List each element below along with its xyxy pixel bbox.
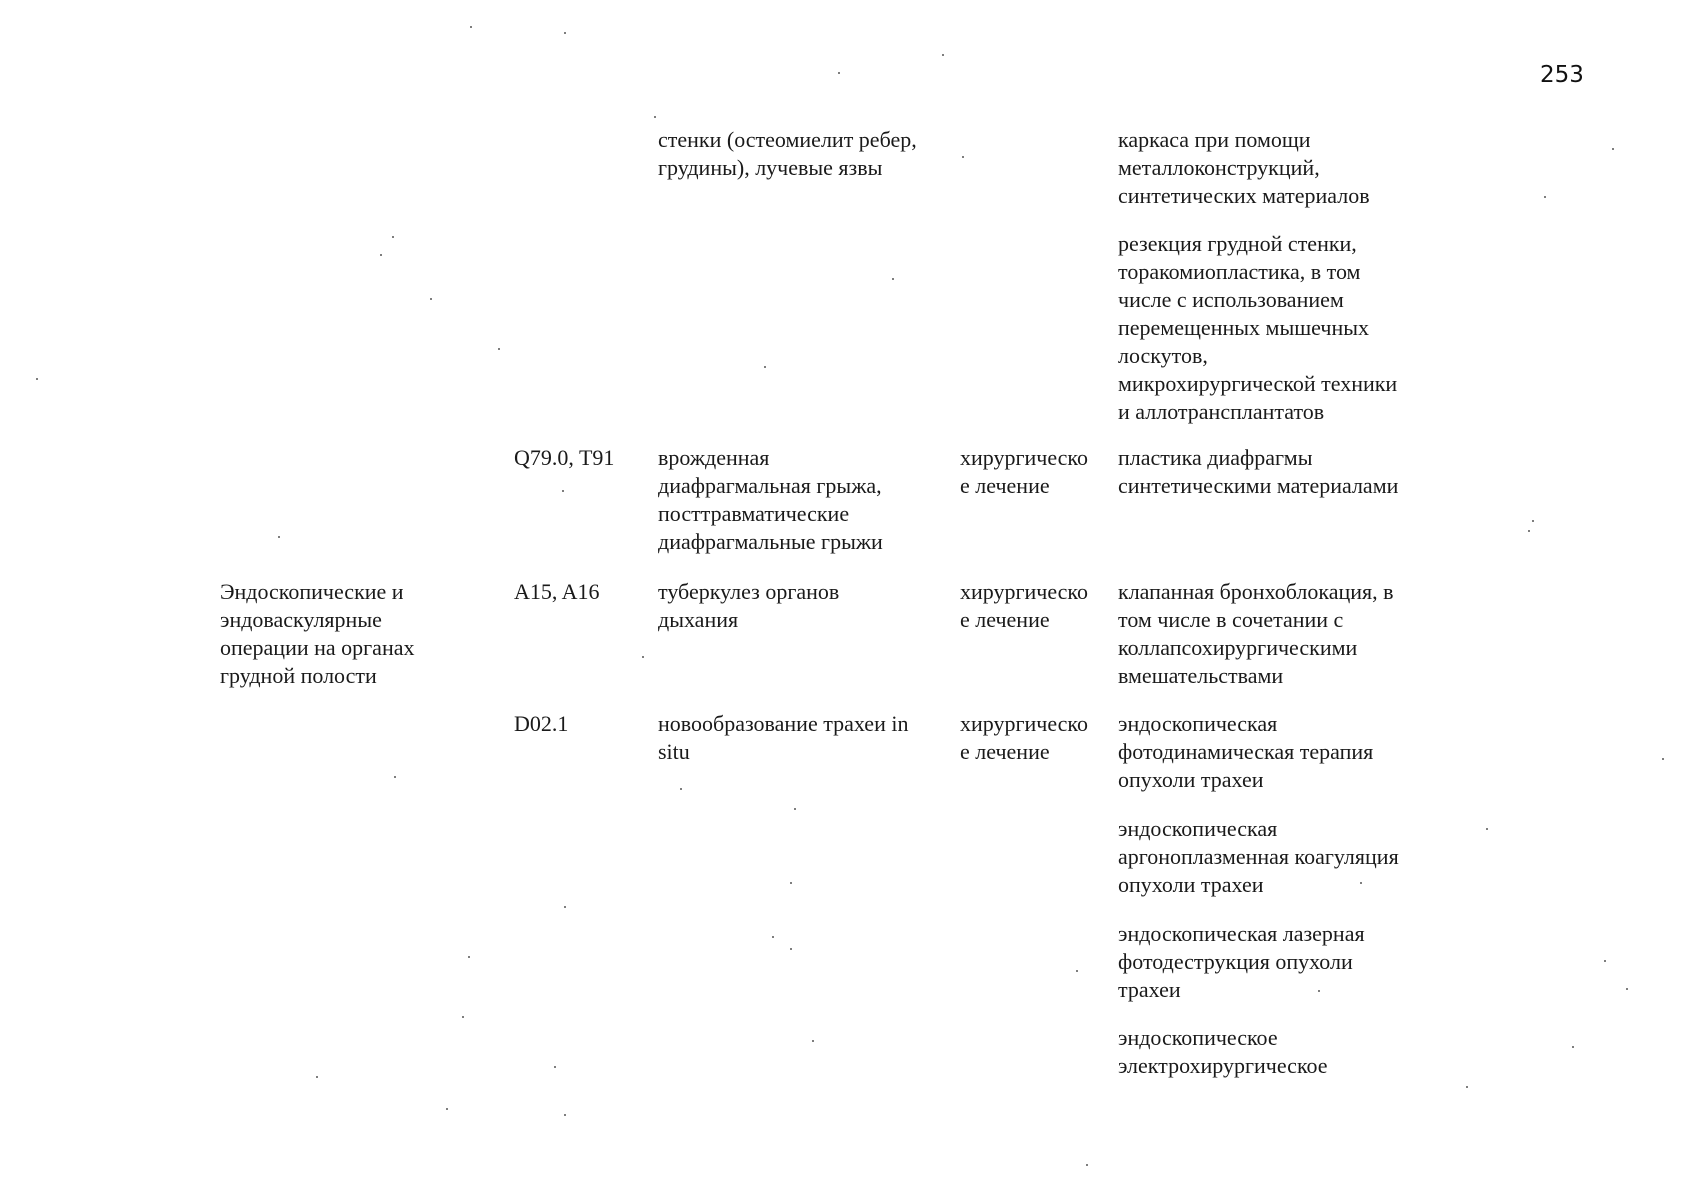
group-line: операции на органах [220,635,415,660]
scan-speck [1544,196,1546,198]
method-line: резекция грудной стенки, [1118,231,1357,256]
scan-speck [498,348,500,350]
method-line: эндоскопическая лазерная [1118,921,1365,946]
scan-speck [1318,990,1320,992]
scan-speck [838,72,840,74]
scan-speck [1486,828,1488,830]
scan-speck [1076,970,1078,972]
scan-speck [1086,1164,1088,1166]
scan-speck [36,378,38,380]
scan-speck [1532,520,1534,522]
code-line: D02.1 [514,711,569,736]
treatment-type-line: хирургическо [960,711,1088,736]
scan-speck [316,1076,318,1078]
code-cell [514,710,568,738]
method-line: микрохирургической техники [1118,371,1398,396]
scan-speck [278,536,280,538]
diagnosis-line: грудины), лучевые язвы [658,155,883,180]
method-line: аргоноплазменная коагуляция [1118,844,1399,869]
scan-speck [446,1108,448,1110]
scan-speck [764,366,766,368]
method-line: синтетических материалов [1118,183,1370,208]
scan-speck [1572,1046,1574,1048]
scan-speck [1604,960,1606,962]
scan-speck [564,32,566,34]
diagnosis-line: посттравматические [658,501,850,526]
method-cell [1118,126,1370,210]
method-line: эндоскопическое [1118,1025,1278,1050]
method-line: эндоскопическая [1118,711,1278,736]
method-line: опухоли трахеи [1118,872,1264,897]
scan-speck [1360,882,1362,884]
treatment-type-line: е лечение [960,473,1050,498]
diagnosis-line: диафрагмальная грыжа, [658,473,882,498]
method-line: трахеи [1118,977,1181,1002]
method-cell [1118,710,1373,794]
scan-speck [430,298,432,300]
diagnosis-line: диафрагмальные грыжи [658,529,883,554]
method-line: коллапсохирургическими [1118,635,1358,660]
scan-speck [942,54,944,56]
method-line: и аллотрансплантатов [1118,399,1325,424]
diagnosis-line: situ [658,739,690,764]
code-cell [514,578,600,606]
diagnosis-line: туберкулез органов [658,579,840,604]
scan-speck [1612,148,1614,150]
scan-speck [564,1114,566,1116]
treatment-type-cell [960,578,1088,634]
method-line: фотодеструкция опухоли [1118,949,1353,974]
group-line: Эндоскопические и [220,579,404,604]
scan-speck [564,906,566,908]
scan-speck [892,278,894,280]
diagnosis-cell [658,444,883,556]
scan-speck [468,956,470,958]
diagnosis-cell [658,710,908,766]
method-cell [1118,1024,1328,1080]
scan-speck [962,156,964,158]
scan-speck [654,116,656,118]
page-number: 253 [1540,62,1584,88]
method-line: каркаса при помощи [1118,127,1311,152]
method-line: электрохирургическое [1118,1053,1328,1078]
scan-speck [392,236,394,238]
scan-speck [562,490,564,492]
treatment-type-line: хирургическо [960,445,1088,470]
method-line: лоскутов, [1118,343,1208,368]
group-line: грудной полости [220,663,377,688]
method-line: клапанная бронхоблокация, в [1118,579,1394,604]
scan-speck [790,948,792,950]
method-line: том числе в сочетании с [1118,607,1344,632]
scan-speck [380,254,382,256]
method-line: синтетическими материалами [1118,473,1399,498]
treatment-type-line: е лечение [960,607,1050,632]
scan-speck [470,26,472,28]
method-line: торакомиопластика, в том [1118,259,1361,284]
method-line: перемещенных мышечных [1118,315,1370,340]
scan-speck [1626,988,1628,990]
code-line: A15, A16 [514,579,600,604]
group-line: эндоваскулярные [220,607,382,632]
method-line: металлоконструкций, [1118,155,1320,180]
scan-speck [1528,530,1530,532]
group-cell [220,578,415,690]
scan-speck [794,808,796,810]
method-cell [1118,578,1394,690]
diagnosis-cell [658,578,839,634]
method-cell [1118,920,1365,1004]
method-line: числе с использованием [1118,287,1344,312]
scan-speck [462,1016,464,1018]
scan-speck [1662,758,1664,760]
method-cell [1118,230,1397,426]
method-line: вмешательствами [1118,663,1284,688]
diagnosis-line: дыхания [658,607,739,632]
method-line: пластика диафрагмы [1118,445,1313,470]
treatment-type-line: е лечение [960,739,1050,764]
scan-speck [394,776,396,778]
diagnosis-line: врожденная [658,445,770,470]
method-cell [1118,815,1399,899]
diagnosis-line: новообразование трахеи in [658,711,909,736]
method-line: эндоскопическая [1118,816,1278,841]
treatment-type-cell [960,710,1088,766]
scan-speck [772,936,774,938]
scan-speck [554,1066,556,1068]
method-line: опухоли трахеи [1118,767,1264,792]
method-cell [1118,444,1398,500]
diagnosis-cell [658,126,917,182]
scan-speck [790,882,792,884]
method-line: фотодинамическая терапия [1118,739,1374,764]
scan-speck [812,1040,814,1042]
code-cell [514,444,614,472]
scan-speck [680,788,682,790]
scan-speck [642,656,644,658]
scan-speck [1466,1086,1468,1088]
treatment-type-line: хирургическо [960,579,1088,604]
diagnosis-line: стенки (остеомиелит ребер, [658,127,917,152]
treatment-type-cell [960,444,1088,500]
code-line: Q79.0, T91 [514,445,615,470]
